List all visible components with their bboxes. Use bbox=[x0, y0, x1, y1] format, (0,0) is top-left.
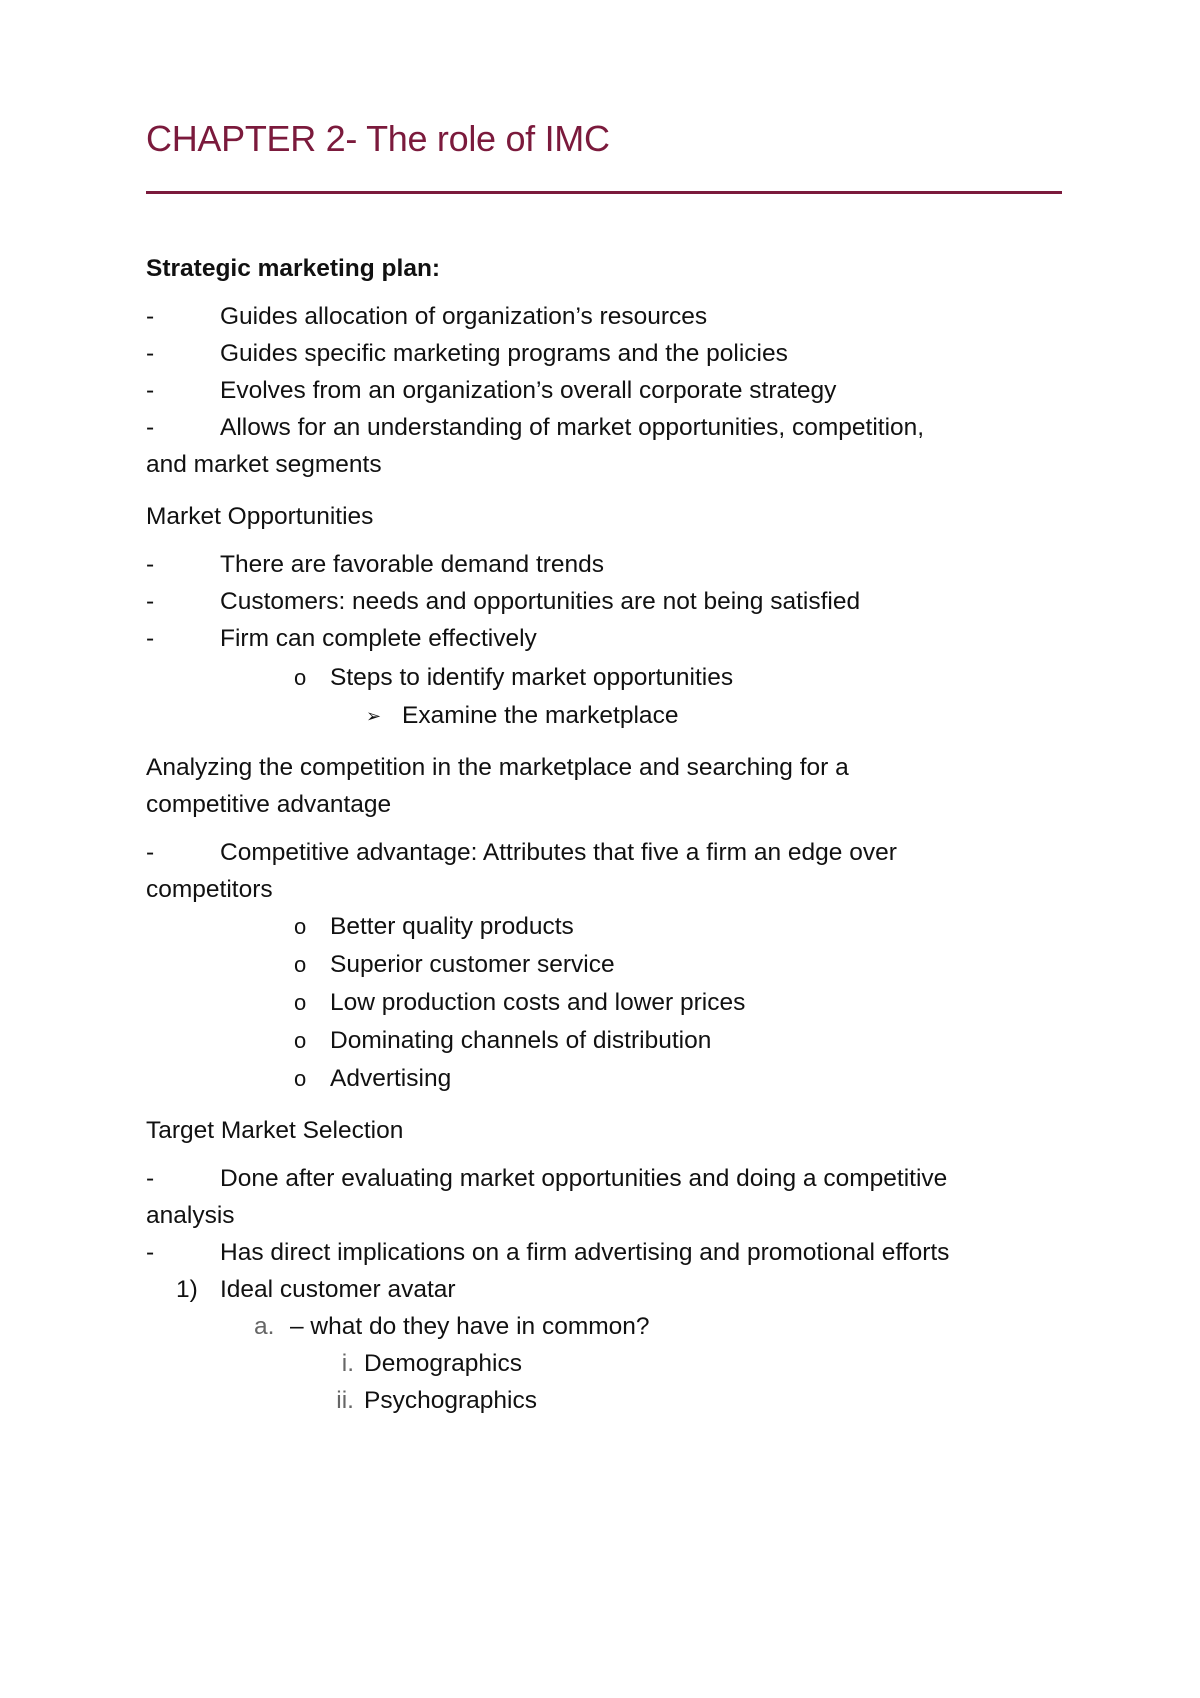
roman-marker: ii. bbox=[336, 1387, 354, 1414]
list-item-text: Guides specific marketing programs and the policies bbox=[220, 340, 788, 367]
circle-bullet-marker: o bbox=[294, 1028, 307, 1053]
list-item bbox=[146, 545, 1066, 585]
sub-list-item bbox=[146, 983, 1066, 1023]
dash-marker: - bbox=[146, 303, 155, 330]
sub-list-item bbox=[146, 1059, 1066, 1099]
list-item bbox=[146, 1233, 1066, 1273]
section-heading-strategic-plan: Strategic marketing plan: bbox=[146, 255, 441, 282]
sub-list-item-text: Advertising bbox=[330, 1065, 452, 1092]
list-item-continuation: analysis bbox=[146, 1202, 235, 1229]
numbered-list-item-text: Ideal customer avatar bbox=[220, 1276, 456, 1303]
dash-marker: - bbox=[146, 588, 155, 615]
roman-list-item bbox=[146, 1344, 1066, 1384]
list-item-text: Guides allocation of organization’s resources bbox=[220, 303, 708, 330]
circle-bullet-marker: o bbox=[294, 952, 307, 977]
sub-list-item bbox=[146, 1021, 1066, 1061]
list-item-text: Competitive advantage: Attributes that five a firm an edge over bbox=[220, 839, 897, 866]
list-item bbox=[146, 408, 1066, 448]
page-title: CHAPTER 2- The role of IMC bbox=[146, 118, 610, 159]
title-divider bbox=[146, 191, 1062, 194]
roman-list-item bbox=[146, 1381, 1066, 1421]
roman-list-item-text: Psychographics bbox=[364, 1387, 537, 1414]
arrow-bullet-icon: ➢ bbox=[366, 706, 382, 726]
roman-list-item-text: Demographics bbox=[364, 1350, 522, 1377]
dash-marker: - bbox=[146, 551, 155, 578]
section-heading-competition-line2: competitive advantage bbox=[146, 791, 392, 818]
sub-list-item-text: Dominating channels of distribution bbox=[330, 1027, 712, 1054]
sub-sub-list-item-text: Examine the marketplace bbox=[402, 702, 679, 729]
dash-marker: - bbox=[146, 340, 155, 367]
letter-marker: a. bbox=[254, 1313, 275, 1340]
list-item bbox=[146, 833, 1066, 873]
section-heading-competition-line1: Analyzing the competition in the marketplace and searching for a bbox=[146, 754, 849, 781]
section-heading-market-opportunities: Market Opportunities bbox=[146, 503, 374, 530]
list-item-text: Firm can complete effectively bbox=[220, 625, 537, 652]
list-item-continuation: and market segments bbox=[146, 451, 382, 478]
list-item bbox=[146, 371, 1066, 411]
list-item bbox=[146, 334, 1066, 374]
circle-bullet-marker: o bbox=[294, 665, 307, 690]
sub-list-item-text: Better quality products bbox=[330, 913, 574, 940]
dash-marker: - bbox=[146, 377, 155, 404]
roman-marker: i. bbox=[341, 1350, 354, 1377]
numbered-list-item bbox=[146, 1270, 1066, 1310]
list-item bbox=[146, 582, 1066, 622]
dash-marker: - bbox=[146, 1239, 155, 1266]
list-item-text: Customers: needs and opportunities are not being satisfied bbox=[220, 588, 861, 615]
sub-list-item bbox=[146, 945, 1066, 985]
list-item-text: Has direct implications on a firm advertising and promotional efforts bbox=[220, 1239, 950, 1266]
sub-sub-list-item bbox=[146, 696, 1066, 736]
dash-marker: - bbox=[146, 1165, 155, 1192]
lettered-list-item bbox=[146, 1307, 1066, 1347]
sub-list-item-text: Steps to identify market opportunities bbox=[330, 664, 734, 691]
sub-list-item bbox=[146, 907, 1066, 947]
list-item bbox=[146, 619, 1066, 659]
list-item-continuation: competitors bbox=[146, 876, 273, 903]
list-item-text: Done after evaluating market opportunities and doing a competitive bbox=[220, 1165, 948, 1192]
list-item-text: There are favorable demand trends bbox=[220, 551, 605, 578]
dash-marker: - bbox=[146, 414, 155, 441]
sub-list-item bbox=[146, 658, 1066, 698]
circle-bullet-marker: o bbox=[294, 990, 307, 1015]
circle-bullet-marker: o bbox=[294, 914, 307, 939]
dash-marker: - bbox=[146, 839, 155, 866]
section-heading-target-market: Target Market Selection bbox=[146, 1117, 404, 1144]
list-item-text: Evolves from an organization’s overall corporate strategy bbox=[220, 377, 837, 404]
list-item bbox=[146, 1159, 1066, 1199]
sub-list-item-text: Low production costs and lower prices bbox=[330, 989, 746, 1016]
circle-bullet-marker: o bbox=[294, 1066, 307, 1091]
sub-list-item-text: Superior customer service bbox=[330, 951, 615, 978]
lettered-list-item-text: – what do they have in common? bbox=[290, 1313, 650, 1340]
dash-marker: - bbox=[146, 625, 155, 652]
list-item-text: Allows for an understanding of market opportunities, competition, bbox=[220, 414, 925, 441]
number-marker: 1) bbox=[176, 1276, 198, 1303]
document-body bbox=[146, 249, 1066, 1421]
list-item bbox=[146, 297, 1066, 337]
